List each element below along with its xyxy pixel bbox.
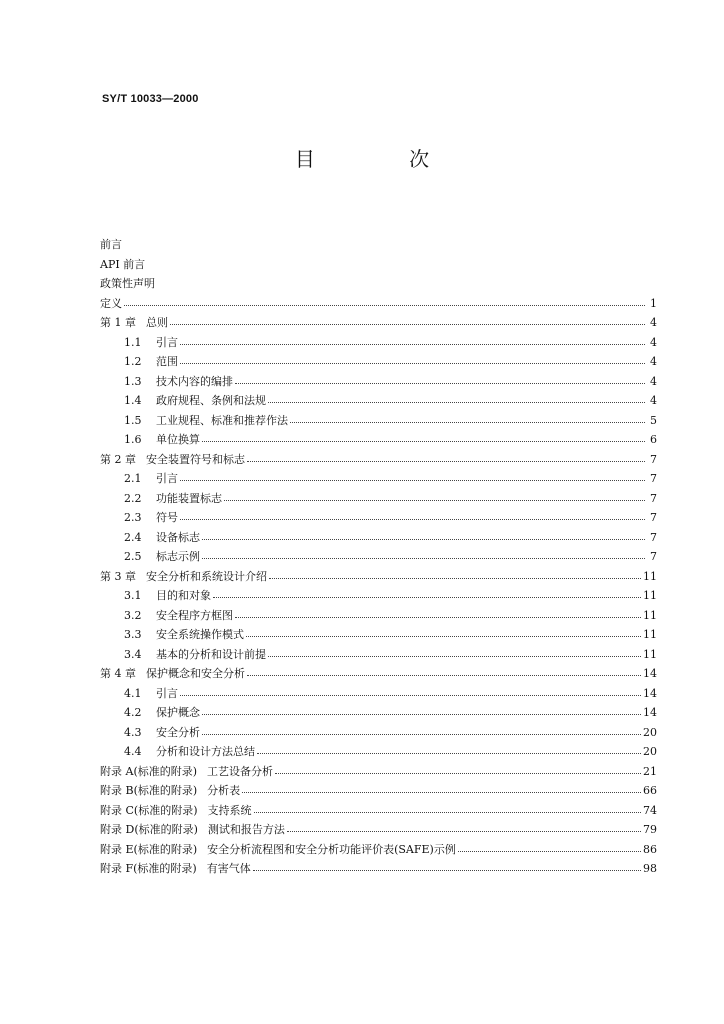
toc-entry-number: 第 1 章 [100,316,136,329]
toc-entry-page-number: 14 [643,706,657,719]
toc-entry-page-number: 66 [643,784,657,797]
toc-entry-title: 保护概念和安全分析 [146,667,245,680]
toc-entry-title: 有害气体 [206,862,251,875]
toc-entry-page-number: 11 [643,589,657,602]
toc-entry[interactable] [100,255,657,275]
toc-entry-number: 附录 C(标准的附录) [100,803,198,817]
toc-dot-leader [202,527,645,540]
toc-entry-page-number: 4 [650,355,657,368]
toc-entry-page-number: 7 [650,511,657,524]
toc-entry[interactable] [100,723,657,743]
toc-dot-leader [254,800,642,813]
toc-entry[interactable] [100,489,657,509]
toc-dot-leader [124,293,645,306]
toc-entry-number: 4.4 [124,745,142,758]
toc-dot-leader [202,429,645,442]
toc-dot-leader [170,312,645,325]
toc-entry-number: 附录 D(标准的附录) [100,823,198,836]
page-title: 目 次 [294,147,474,171]
toc-dot-leader [213,585,641,598]
toc-dot-leader [269,566,641,579]
table-of-contents [100,235,657,879]
toc-entry-title: 安全系统操作模式 [156,628,244,641]
toc-entry[interactable] [100,235,657,255]
toc-entry-page-number: 11 [643,647,657,661]
toc-entry[interactable] [100,372,657,392]
toc-entry-title: 安全程序方框图 [156,608,233,622]
toc-entry-number: 4.1 [124,686,142,700]
toc-entry[interactable] [100,781,657,801]
toc-entry-number: 附录 E(标准的附录) [100,842,198,856]
toc-entry[interactable] [100,586,657,606]
toc-dot-leader [235,605,641,618]
toc-entry-page-number: 7 [650,491,657,505]
toc-entry-number: 附录 A(标准的附录) [100,764,198,778]
toc-entry-title: 定义 [100,296,122,310]
toc-entry-number: 4.3 [124,725,142,739]
toc-entry-title: 引言 [156,686,178,700]
toc-entry-title: 标志示例 [156,550,200,563]
toc-entry-page-number: 4 [650,394,657,407]
toc-entry-number: 3.2 [124,608,142,622]
toc-entry-number: 3.1 [124,589,142,602]
toc-dot-leader [180,683,641,696]
toc-entry-title: 功能装置标志 [156,491,222,505]
toc-entry-title: 安全装置符号和标志 [146,452,245,466]
toc-dot-leader [458,839,641,852]
toc-entry-title: 支持系统 [207,803,252,817]
toc-entry[interactable] [100,528,657,548]
toc-entry[interactable] [100,469,657,489]
toc-dot-leader [180,468,645,481]
toc-entry-title: 总则 [146,316,168,329]
toc-entry[interactable] [100,742,657,762]
toc-entry-page-number: 7 [650,530,657,544]
toc-dot-leader [275,761,641,774]
toc-entry-number: 2.2 [124,491,142,505]
toc-entry[interactable] [100,820,657,840]
toc-entry-number: 1.6 [124,433,142,446]
toc-entry-number: 1.2 [124,355,142,368]
toc-entry[interactable] [100,859,657,879]
toc-entry[interactable] [100,294,657,314]
toc-entry-number: 2.4 [124,530,142,544]
toc-entry-page-number: 4 [650,316,657,329]
toc-entry-number: 1.4 [124,394,142,407]
toc-entry-title: 前言 [100,238,122,251]
toc-entry-number: 2.1 [124,472,142,485]
toc-dot-leader [253,858,641,871]
toc-entry-title: 安全分析 [156,725,200,739]
toc-dot-leader [202,702,641,715]
toc-entry-number: 2.5 [124,550,142,563]
toc-entry-title: 安全分析流程图和安全分析功能评价表(SAFE)示例 [207,842,456,856]
toc-entry-number: 3.4 [124,647,142,661]
toc-entry[interactable] [100,840,657,860]
toc-entry-title: 符号 [156,511,178,524]
toc-entry[interactable] [100,352,657,372]
toc-entry-page-number: 7 [650,472,657,485]
toc-entry[interactable] [100,313,657,333]
toc-entry-page-number: 98 [643,862,657,875]
toc-dot-leader [180,351,645,364]
toc-entry-title: 范围 [156,355,178,368]
toc-entry-title: 安全分析和系统设计介绍 [146,569,267,583]
toc-entry-page-number: 20 [643,725,657,739]
toc-entry-title: 引言 [156,472,178,485]
toc-entry-title: 设备标志 [156,530,200,544]
toc-entry[interactable] [100,333,657,353]
toc-dot-leader [268,644,641,657]
toc-entry-page-number: 14 [643,667,657,680]
toc-dot-leader [246,624,641,637]
toc-entry-number: 3.3 [124,628,142,641]
toc-entry[interactable] [100,645,657,665]
standard-code: SY/T 10033—2000 [102,93,199,105]
toc-dot-leader [242,780,641,793]
toc-entry-title: 基本的分析和设计前提 [156,647,266,661]
toc-entry-page-number: 1 [650,296,657,310]
toc-entry-title: 工业规程、标准和推荐作法 [156,413,288,427]
toc-entry-title: 保护概念 [156,706,200,719]
toc-dot-leader [202,722,641,735]
toc-dot-leader [247,449,645,462]
toc-entry-number: 第 4 章 [100,667,136,680]
toc-entry-title: 政府规程、条例和法规 [156,394,266,407]
toc-dot-leader [224,488,645,501]
toc-entry[interactable] [100,430,657,450]
toc-dot-leader [290,410,645,423]
toc-entry[interactable] [100,606,657,626]
toc-entry-page-number: 5 [650,413,657,427]
toc-entry-page-number: 74 [643,803,657,817]
toc-entry[interactable] [100,625,657,645]
toc-entry[interactable] [100,567,657,587]
toc-entry[interactable] [100,274,657,294]
toc-entry-page-number: 20 [643,745,657,758]
toc-entry-number: 1.5 [124,413,142,427]
toc-dot-leader [268,390,645,403]
toc-entry-page-number: 11 [643,569,657,583]
toc-entry[interactable] [100,684,657,704]
toc-entry-title: API 前言 [100,257,146,271]
toc-entry-title: 引言 [156,335,178,349]
toc-entry-number: 附录 B(标准的附录) [100,784,198,797]
toc-entry[interactable] [100,547,657,567]
toc-entry-page-number: 79 [643,823,657,836]
toc-entry[interactable] [100,664,657,684]
toc-entry[interactable] [100,801,657,821]
toc-entry-number: 第 2 章 [100,452,136,466]
toc-entry-title: 工艺设备分析 [207,764,274,778]
toc-dot-leader [235,371,645,384]
toc-entry-page-number: 14 [643,686,657,700]
toc-dot-leader [180,507,645,520]
toc-entry-page-number: 7 [650,452,657,466]
toc-entry-page-number: 86 [643,842,657,856]
toc-entry-number: 2.3 [124,511,142,524]
toc-entry[interactable] [100,391,657,411]
toc-entry-title: 单位换算 [156,433,200,446]
toc-entry-title: 分析表 [207,784,241,797]
toc-entry[interactable] [100,450,657,470]
toc-entry-title: 目的和对象 [156,589,211,602]
toc-entry-number: 附录 F(标准的附录) [100,862,197,875]
toc-entry-number: 1.1 [124,335,142,349]
toc-entry[interactable] [100,703,657,723]
toc-entry-page-number: 11 [643,628,657,641]
toc-dot-leader [180,332,645,345]
toc-entry[interactable] [100,762,657,782]
toc-dot-leader [247,663,641,676]
toc-entry-page-number: 4 [650,335,657,349]
toc-entry-title: 分析和设计方法总结 [156,745,255,758]
toc-entry-page-number: 4 [650,374,657,388]
toc-entry-page-number: 7 [650,550,657,563]
toc-entry-title: 技术内容的编排 [156,374,233,388]
toc-dot-leader [287,819,641,832]
toc-entry-number: 第 3 章 [100,569,136,583]
toc-entry[interactable] [100,411,657,431]
toc-dot-leader [257,741,641,754]
toc-entry-title: 测试和报告方法 [207,823,285,836]
toc-entry-page-number: 6 [650,433,657,446]
toc-entry[interactable] [100,508,657,528]
toc-entry-page-number: 11 [643,608,657,622]
toc-entry-page-number: 21 [643,764,657,778]
toc-entry-number: 1.3 [124,374,142,388]
toc-entry-title: 政策性声明 [100,277,155,290]
toc-dot-leader [202,546,645,559]
toc-entry-number: 4.2 [124,706,142,719]
